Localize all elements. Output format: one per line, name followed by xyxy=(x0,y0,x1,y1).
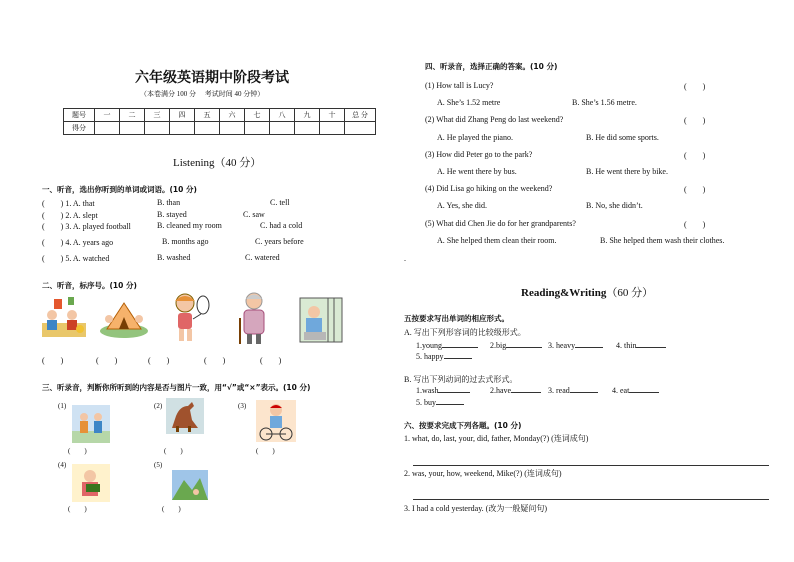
word-blank xyxy=(616,341,666,350)
blank-line[interactable] xyxy=(436,404,464,405)
s1-option-a[interactable]: ( ) 2. A. slept xyxy=(42,211,98,220)
word-blank xyxy=(612,386,659,395)
section-6-question-2: 2. was, your, how, weekend, Mike(?) (连词成句) xyxy=(404,469,562,478)
word-label: 1.wash xyxy=(416,386,439,395)
word-blank xyxy=(416,341,478,350)
question-text: (2) What did Zhang Peng do last weekend? xyxy=(425,115,564,124)
answer-bracket[interactable]: ( ) xyxy=(684,220,706,229)
s1-option-b[interactable]: B. washed xyxy=(157,253,191,262)
word-label: 3. read xyxy=(548,386,570,395)
s1-option-b[interactable]: B. cleaned my room xyxy=(157,221,222,230)
score-table-row-header xyxy=(64,109,376,122)
option-b[interactable]: B. She’s 1.56 metre. xyxy=(572,98,637,107)
picture-label: (1) xyxy=(58,402,67,410)
score-cell[interactable] xyxy=(170,122,195,135)
mountain-hiking-picture xyxy=(172,470,208,500)
exam-title: 六年级英语期中阶段考试 xyxy=(135,70,289,86)
reading-writing-heading-cn: （60 分） xyxy=(606,287,654,299)
score-cell[interactable] xyxy=(320,122,345,135)
reading-writing-heading-en: Reading&Writing xyxy=(521,287,607,299)
section-2-title: 二、听音，标序号。(10 分) xyxy=(42,281,137,290)
boy-window-picture xyxy=(298,296,344,344)
picture-label: (2) xyxy=(154,402,163,410)
option-a[interactable]: A. Yes, she did. xyxy=(437,201,488,210)
boy-reading-picture xyxy=(72,464,110,502)
word-blank xyxy=(416,398,464,407)
question-text: (1) How tall is Lucy? xyxy=(425,81,494,90)
score-cell[interactable] xyxy=(220,122,245,135)
section-5a-title: A. 写出下列形容词的比较级形式。 xyxy=(404,328,526,337)
answer-bracket[interactable]: ( ) xyxy=(148,356,170,365)
blank-line[interactable] xyxy=(438,392,470,393)
score-cell[interactable] xyxy=(120,122,145,135)
score-cell: 二 xyxy=(120,109,145,122)
s1-option-b[interactable]: B. stayed xyxy=(157,210,187,219)
stray-dot: . xyxy=(404,254,406,263)
score-cell[interactable] xyxy=(295,122,320,135)
section-6-question-3: 3. I had a cold yesterday. (改为一般疑问句) xyxy=(404,504,547,513)
answer-bracket[interactable]: ( ) xyxy=(68,505,87,513)
score-cell[interactable] xyxy=(270,122,295,135)
blank-line[interactable] xyxy=(511,392,541,393)
section-5b-title: B. 写出下列动词的过去式形式。 xyxy=(404,375,518,384)
option-b[interactable]: B. She helped them wash their clothes. xyxy=(600,236,725,245)
word-label: 4. eat xyxy=(612,386,630,395)
score-cell[interactable] xyxy=(95,122,120,135)
answer-bracket[interactable]: ( ) xyxy=(42,356,64,365)
option-a[interactable]: A. She helped them clean their room. xyxy=(437,236,557,245)
s1-option-a[interactable]: ( ) 4. A. years ago xyxy=(42,238,114,247)
answer-bracket[interactable]: ( ) xyxy=(684,82,706,91)
word-blank xyxy=(548,386,598,395)
s1-option-c[interactable]: C. watered xyxy=(245,253,280,262)
score-cell: 题号 xyxy=(64,109,95,122)
blank-line[interactable] xyxy=(575,347,603,348)
boy-bike-picture xyxy=(256,400,296,442)
answer-line[interactable] xyxy=(413,465,769,466)
s1-option-a[interactable]: ( ) 3. A. played football xyxy=(42,222,131,231)
picture-label: (4) xyxy=(58,461,67,469)
playground-picture xyxy=(99,295,149,339)
picture-label: (5) xyxy=(154,461,163,469)
option-a[interactable]: A. He played the piano. xyxy=(437,133,513,142)
score-cell[interactable] xyxy=(145,122,170,135)
option-b[interactable]: B. No, she didn’t. xyxy=(586,201,643,210)
blank-line[interactable] xyxy=(629,392,659,393)
exam-subtitle: （本卷满分 100 分 考试时间 40 分钟） xyxy=(140,90,265,98)
answer-line[interactable] xyxy=(413,499,769,500)
s1-option-b[interactable]: B. than xyxy=(157,198,181,207)
score-cell: 十 xyxy=(320,109,345,122)
question-text: (3) How did Peter go to the park? xyxy=(425,150,533,159)
section-3-title: 三、听录音，判断你所听到的内容是否与图片一致，用“√”或“×”表示。(10 分) xyxy=(42,383,311,392)
blank-line[interactable] xyxy=(636,347,666,348)
answer-bracket[interactable]: ( ) xyxy=(164,447,183,455)
word-blank xyxy=(416,386,470,395)
blank-line[interactable] xyxy=(506,347,542,348)
section-6-title: 六、按要求完成下列各题。(10 分) xyxy=(404,421,522,430)
s1-option-a[interactable]: ( ) 5. A. watched xyxy=(42,254,110,263)
section-4-title: 四、听录音，选择正确的答案。(10 分) xyxy=(425,62,558,71)
s1-option-c[interactable]: C. saw xyxy=(243,210,265,219)
s1-option-c[interactable]: C. had a cold xyxy=(260,221,303,230)
score-table-row-score xyxy=(64,122,376,135)
reading-writing-heading xyxy=(521,284,653,300)
question-text: (4) Did Lisa go hiking on the weekend? xyxy=(425,184,553,193)
word-blank xyxy=(416,352,472,361)
word-label: 2.have xyxy=(490,386,512,395)
word-label: 1.young xyxy=(416,341,442,350)
score-cell: 六 xyxy=(220,109,245,122)
answer-bracket[interactable]: ( ) xyxy=(204,356,226,365)
score-cell[interactable] xyxy=(345,122,376,135)
score-cell: 八 xyxy=(270,109,295,122)
option-a[interactable]: A. He went there by bus. xyxy=(437,167,517,176)
blank-line[interactable] xyxy=(442,347,478,348)
option-a[interactable]: A. She’s 1.52 metre xyxy=(437,98,501,107)
answer-bracket[interactable]: ( ) xyxy=(260,356,282,365)
picture-label: (3) xyxy=(238,402,247,410)
option-b[interactable]: B. He did some sports. xyxy=(586,133,659,142)
answer-bracket[interactable]: ( ) xyxy=(684,116,706,125)
s1-option-c[interactable]: C. years before xyxy=(255,237,304,246)
answer-bracket[interactable]: ( ) xyxy=(96,356,118,365)
word-label: 5. buy xyxy=(416,398,436,407)
score-cell: 得分 xyxy=(64,122,95,135)
answer-bracket[interactable]: ( ) xyxy=(684,151,706,160)
grandma-picture xyxy=(234,290,274,346)
score-cell: 三 xyxy=(145,109,170,122)
score-cell: 五 xyxy=(195,109,220,122)
score-cell: 七 xyxy=(245,109,270,122)
word-blank xyxy=(490,386,541,395)
answer-bracket[interactable]: ( ) xyxy=(684,185,706,194)
blank-line[interactable] xyxy=(444,358,472,359)
s1-option-b[interactable]: B. months ago xyxy=(162,237,209,246)
listening-heading: Listening（40 分） xyxy=(173,157,262,169)
question-text: (5) What did Chen Jie do for her grandparents? xyxy=(425,219,576,228)
section-5-title: 五按要求写出单词的相应形式。 xyxy=(404,314,509,323)
option-b[interactable]: B. He went there by bike. xyxy=(586,167,668,176)
people-talking-picture xyxy=(72,405,110,443)
s1-option-a[interactable]: ( ) 1. A. that xyxy=(42,199,95,208)
answer-bracket[interactable]: ( ) xyxy=(162,505,181,513)
word-label: 4. thin xyxy=(616,341,637,350)
score-cell: 九 xyxy=(295,109,320,122)
section-1-title: 一、听音，选出你听到的单词或词语。(10 分) xyxy=(42,185,197,194)
score-cell: 四 xyxy=(170,109,195,122)
word-label: 5. happy xyxy=(416,352,444,361)
section-6-question-1: 1. what, do, last, your, did, father, Monday(?) (连词成句) xyxy=(404,434,589,443)
score-cell[interactable] xyxy=(245,122,270,135)
word-blank xyxy=(490,341,542,350)
score-cell: 总 分 xyxy=(345,109,376,122)
word-label: 3. heavy xyxy=(548,341,576,350)
word-label: 2.big xyxy=(490,341,507,350)
dinosaur-picture xyxy=(166,398,204,434)
word-blank xyxy=(548,341,603,350)
kids-playing-picture xyxy=(40,293,88,339)
s1-option-c[interactable]: C. tell xyxy=(270,198,290,207)
answer-bracket[interactable]: ( ) xyxy=(256,447,275,455)
score-table xyxy=(63,108,376,135)
blank-line[interactable] xyxy=(570,392,598,393)
answer-bracket[interactable]: ( ) xyxy=(68,447,87,455)
score-cell: 一 xyxy=(95,109,120,122)
score-cell[interactable] xyxy=(195,122,220,135)
girl-badminton-picture xyxy=(165,291,211,343)
